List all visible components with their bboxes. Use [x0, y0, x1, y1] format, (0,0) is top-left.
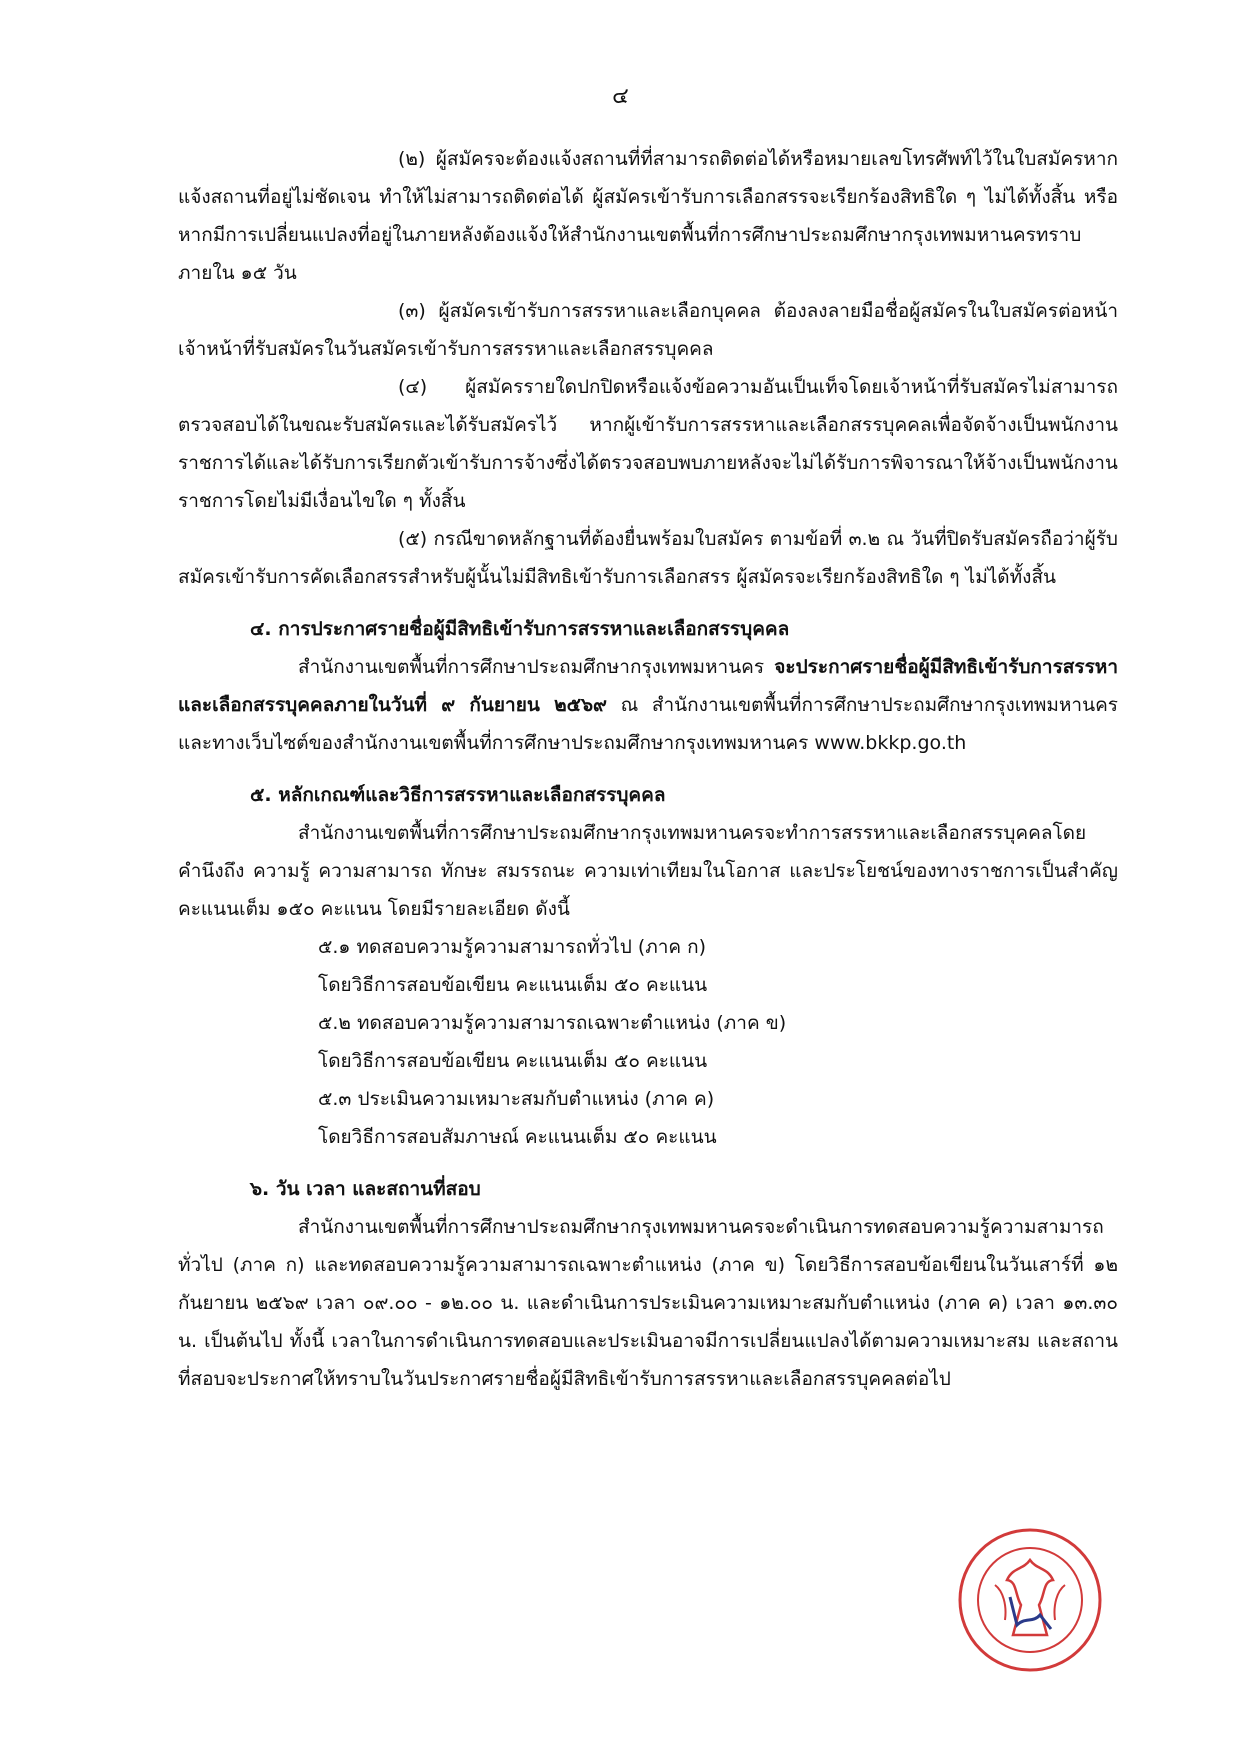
section-4-body-start: สำนักงานเขตพื้นที่การศึกษาประถมศึกษากรุงเทพมหานคร: [298, 656, 775, 678]
section-4-heading: ๔. การประกาศรายชื่อผู้มีสิทธิเข้ารับการสรรหาและเลือกสรรบุคคล: [250, 618, 790, 640]
paragraph-item-3: (๓) ผู้สมัครเข้ารับการสรรหาและเลือกบุคคล ต้องลงลายมือชื่อผู้สมัครในใบสมัครต่อหน้าเจ้าหน้าที่รับสมัครในวันสมัครเข้ารับการสรรหาและเลือกสรรบุคคล: [178, 300, 1118, 360]
page-number: ๔: [612, 84, 629, 109]
section-5-item: ๕.๒ ทดสอบความรู้ความสามารถเฉพาะตำแหน่ง (ภาค ข): [318, 1012, 787, 1034]
document-body: [178, 140, 1118, 1398]
paragraph-item-5: (๕) กรณีขาดหลักฐานที่ต้องยื่นพร้อมใบสมัคร ตามข้อที่ ๓.๒ ณ วันที่ปิดรับสมัครถือว่าผู้รับสมัครเข้ารับการคัดเลือกสรรสำหรับผู้นั้นไม่มีสิทธิเข้ารับการเลือกสรร ผู้สมัครจะเรียกร้องสิทธิใด ๆ ไม่ได้ทั้งสิ้น: [178, 528, 1118, 588]
paragraph-item-4: (๔) ผู้สมัครรายใดปกปิดหรือแจ้งข้อความอันเป็นเท็จโดยเจ้าหน้าที่รับสมัครไม่สามารถ ตรวจสอบได้ในขณะรับสมัครและได้รับสมัครไว้ หากผู้เข้ารับการสรรหาและเลือกสรรบุคคลเพื่อจัดจ้างเป็นพนักงานราชการได้และได้รับการเรียกตัวเข้ารับการจ้างซึ่งได้ตรวจสอบพบภายหลังจะไม่ได้รับการพิจารณาให้จ้างเป็นพนักงานราชการโดยไม่มีเงื่อนไขใด ๆ ทั้งสิ้น: [178, 376, 1118, 512]
section-6-heading: ๖. วัน เวลา และสถานที่สอบ: [250, 1178, 481, 1200]
paragraph-item-2: (๒) ผู้สมัครจะต้องแจ้งสถานที่ที่สามารถติดต่อได้หรือหมายเลขโทรศัพท์ไว้ในใบสมัครหากแจ้งสถานที่อยู่ไม่ชัดเจน ทำให้ไม่สามารถติดต่อได้ ผู้สมัครเข้ารับการเลือกสรรจะเรียกร้องสิทธิใด ๆ ไม่ได้ทั้งสิ้น หรือหากมีการเปลี่ยนแปลงที่อยู่ในภายหลังต้องแจ้งให้สำนักงานเขตพื้นที่การศึกษาประถมศึกษากรุงเทพมหานครทราบภายใน ๑๕ วัน: [178, 148, 1118, 284]
section-5-item: โดยวิธีการสอบข้อเขียน คะแนนเต็ม ๕๐ คะแนน: [318, 974, 708, 996]
section-4-body: [178, 648, 1118, 762]
section-5-item: โดยวิธีการสอบข้อเขียน คะแนนเต็ม ๕๐ คะแนน: [318, 1050, 708, 1072]
section-4-body-bold: จะประกาศรายชื่อผู้มีสิทธิเข้ารับการสรรหาและเลือกสรรบุคคลภายในวันที่ ๙ กันยายน ๒๕๖๙: [178, 656, 1118, 716]
section-4-body-end: ณ สำนักงานเขตพื้นที่การศึกษาประถมศึกษากรุงเทพมหานคร และทางเว็บไซต์ของสำนักงานเขตพื้นที่การศึกษาประถมศึกษากรุงเทพมหานคร www.bkkp.go.th: [178, 694, 1118, 754]
section-5-item: ๕.๑ ทดสอบความรู้ความสามารถทั่วไป (ภาค ก): [318, 936, 707, 958]
section-6-body: สำนักงานเขตพื้นที่การศึกษาประถมศึกษากรุงเทพมหานครจะดำเนินการทดสอบความรู้ความสามารถทั่วไป (ภาค ก) และทดสอบความรู้ความสามารถเฉพาะตำแหน่ง (ภาค ข) โดยวิธีการสอบข้อเขียนในวันเสาร์ที่ ๑๒ กันยายน ๒๕๖๙ เวลา ๐๙.๐๐ - ๑๒.๐๐ น. และดำเนินการประเมินความเหมาะสมกับตำแหน่ง (ภาค ค) เวลา ๑๓.๓๐ น. เป็นต้นไป ทั้งนี้ เวลาในการดำเนินการทดสอบและประเมินอาจมีการเปลี่ยนแปลงได้ตามความเหมาะสม และสถานที่สอบจะประกาศให้ทราบในวันประกาศรายชื่อผู้มีสิทธิเข้ารับการสรรหาและเลือกสรรบุคคลต่อไป: [178, 1216, 1118, 1390]
garuda-seal-icon: [955, 1525, 1105, 1675]
section-5-heading: ๕. หลักเกณฑ์และวิธีการสรรหาและเลือกสรรบุคคล: [250, 784, 666, 806]
section-5-item: โดยวิธีการสอบสัมภาษณ์ คะแนนเต็ม ๕๐ คะแนน: [318, 1126, 717, 1148]
section-5-item: ๕.๓ ประเมินความเหมาะสมกับตำแหน่ง (ภาค ค): [318, 1088, 715, 1110]
section-5-body: สำนักงานเขตพื้นที่การศึกษาประถมศึกษากรุงเทพมหานครจะทำการสรรหาและเลือกสรรบุคคลโดยคำนึงถึง ความรู้ ความสามารถ ทักษะ สมรรถนะ ความเท่าเทียมในโอกาส และประโยชน์ของทางราชการเป็นสำคัญ คะแนนเต็ม ๑๕๐ คะแนน โดยมีรายละเอียด ดังนี้: [178, 822, 1118, 920]
